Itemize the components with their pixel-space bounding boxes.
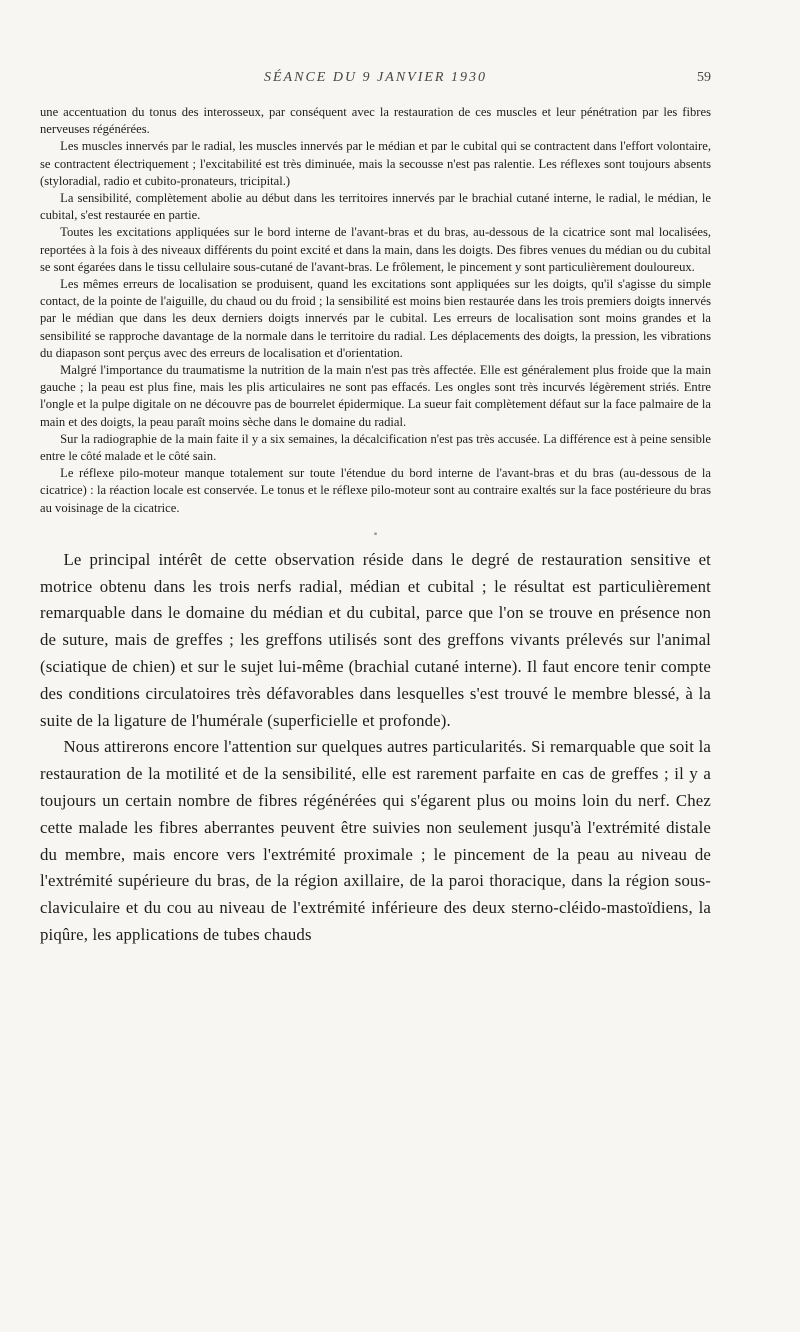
discussion xyxy=(40,547,711,949)
section-separator: ▪ xyxy=(373,528,378,540)
paragraph-interosseux: une accentuation du tonus des interosseux, par conséquent avec la restauration de ces muscles et leur pénétration par les fibres nerveuses régénérées. xyxy=(40,105,711,137)
paragraph-particularites: Nous attirerons encore l'attention sur quelques autres particularités. Si remarquable que soit la restauration de la motilité et de la sensibilité, elle est rarement parfaite en cas de greffes ; il y a toujours un certain nombre de fibres régénérées qui s'égarent plus ou moins loin du nerf. Chez cette malade les fibres aberrantes peuvent être suivies non seulement jusqu'à l'extrémité distale du membre, mais encore vers l'extrémité proximale ; le pincement de la peau au niveau de l'extrémité supérieure du bras, de la région axillaire, de la paroi thoracique, dans la région sous-claviculaire et du cou au niveau de l'extrémité inférieure des deux sterno-cléido-mastoïdiens, la piqûre, les applications de tubes chauds xyxy=(40,737,711,945)
clinical-notes xyxy=(40,104,711,517)
page xyxy=(40,70,711,949)
paragraph-interet: Le principal intérêt de cette observation réside dans le degré de restauration sensitive et motrice obtenu dans les trois nerfs radial, médian et cubital ; le résultat est particulièrement remarquable dans le domaine du médian et du cubital, parce que l'on se trouve en présence non de suture, mais de greffes ; les greffons utilisés sont des greffons vivants prélevés sur l'animal (sciatique de chien) et sur le sujet lui-même (brachial cutané interne). Il faut encore tenir compte des conditions circulatoires très défavorables dans lesquelles s'est trouvé le membre blessé, à la suite de la ligature de l'humérale (superficielle et profonde). xyxy=(40,549,711,730)
page-number: 59 xyxy=(697,70,711,85)
page-header xyxy=(40,70,711,92)
paragraph-radiographie: Sur la radiographie de la main faite il y a six semaines, la décalcification n'est pas très accusée. La différence est à peine sensible entre le côté malade et le côté sain. xyxy=(40,431,711,464)
paragraph-localisation: Les mêmes erreurs de localisation se produisent, quand les excitations sont appliquées sur les doigts, qu'il s'agisse du simple contact, de la pointe de l'aiguille, du chaud ou du froid ; la sensibilité est moins bien restaurée dans les trois premiers doigts innervés par le médian que dans les deux derniers doigts innervés par le cubital. Les erreurs de localisation sont moins grandes et la sensibilité se rapproche davantage de la normale dans le territoire du radial. Les déplacements des doigts, la pression, les vibrations du diapason sont perçus avec des erreurs de localisation et d'orientation. xyxy=(40,277,711,360)
paragraph-reflexe: Le réflexe pilo-moteur manque totalement sur toute l'étendue du bord interne de l'avant-bras et du bras (au-dessous de la cicatrice) : la réaction locale est conservée. Le tonus et le réflexe pilo-moteur sont au contraire exaltés sur la face postérieure du bras au voisinage de la cicatrice. xyxy=(40,466,711,515)
paragraph-sensibilite: La sensibilité, complètement abolie au début dans les territoires innervés par le brachial cutané interne, le radial, le médian, le cubital, s'est restaurée en partie. xyxy=(40,191,711,223)
paragraph-nutrition: Malgré l'importance du traumatisme la nutrition de la main n'est pas très affectée. Elle est généralement plus froide que la main gauche ; la peau est plus fine, mais les plis articulaires ne sont pas effacés. Les ongles sont très incurvés légèrement striés. Entre l'ongle et la pulpe digitale on ne découvre pas de bourrelet épidermique. La sueur fait complètement défaut sur la face palmaire de la main et des doigts, la peau paraît moins sèche dans le domaine du radial. xyxy=(40,363,711,429)
paragraph-muscles: Les muscles innervés par le radial, les muscles innervés par le médian et par le cubital qui se contractent dans l'effort volontaire, se contractent électriquement ; l'excitabilité est très diminuée, mais la secousse n'est pas ralentie. Les réflexes sont toujours absents (styloradial, radio et cubito-pronateurs, tricipital.) xyxy=(40,139,711,188)
running-head: SÉANCE DU 9 JANVIER 1930 xyxy=(264,70,487,85)
paragraph-excitations: Toutes les excitations appliquées sur le bord interne de l'avant-bras et du bras, au-dessous de la cicatrice sont mal localisées, reportées à la fois à des niveaux différents du point excité et dans la main, dans les doigts. Des fibres venues du médian ou du cubital se sont égarées dans le tissu cellulaire sous-cutané de l'avant-bras. Le frôlement, le pincement y sont particulièrement douloureux. xyxy=(40,225,711,274)
